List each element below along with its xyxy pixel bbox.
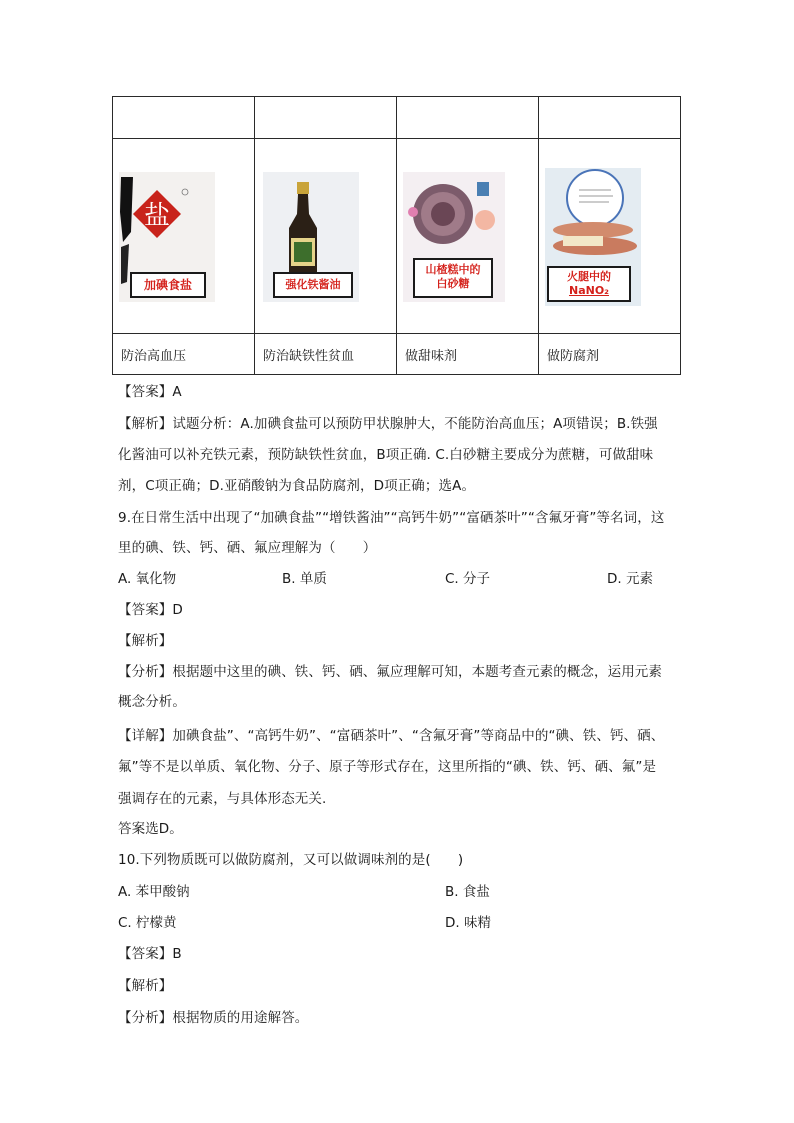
- q9-xiangjie-line1: 【详解】加碘食盐”、“高钙牛奶”、“富硒茶叶”、“含氟牙膏”等商品中的“碘、铁、钙、硒、: [118, 728, 665, 744]
- q9-xiangjie-line2: 氟”等不是以单质、氧化物、分子、原子等形式存在，这里所指的“碘、铁、钙、硒、氟”是: [118, 759, 657, 775]
- q10-fenxi: 【分析】根据物质的用途解答。: [118, 1010, 309, 1026]
- ham-label-line1: 火腿中的: [567, 270, 611, 283]
- table-image-row: [113, 139, 681, 334]
- q8-analysis-line3: 剂，C项正确；D.亚硝酸钠为食品防腐剂，D项正确；选A。: [118, 478, 476, 494]
- q9-fenxi-line1: 【分析】根据题中这里的碘、铁、钙、硒、氟应理解可知，本题考查元素的概念，运用元素: [118, 664, 662, 680]
- q10-analysis-heading: 【解析】: [118, 978, 173, 994]
- q9-xiangjie-line3: 强调存在的元素，与具体形态无关.: [118, 791, 327, 807]
- q10-option-a: A. 苯甲酸钠: [118, 884, 190, 900]
- caption-a: 防治高血压: [113, 334, 255, 375]
- salt-char: 盐: [143, 201, 171, 231]
- hawthorn-cake-label: [413, 258, 493, 298]
- q9-conclusion: 答案选D。: [118, 821, 183, 837]
- q9-option-c: C. 分子: [445, 571, 491, 587]
- q9-option-d: D. 元素: [607, 571, 653, 587]
- q8-analysis-line2: 化酱油可以补充铁元素，预防缺铁性贫血，B项正确. C.白砂糖主要成分为蔗糖，可做甜味: [118, 447, 654, 463]
- q9-stem-line1: 9.在日常生活中出现了“加碘食盐”“增铁酱油”“高钙牛奶”“富硒茶叶”“含氟牙膏”等名词，这: [118, 510, 665, 526]
- table-caption-row: [113, 334, 681, 375]
- food-additive-table: [112, 96, 681, 375]
- table-cell-hawthorn-cake: [397, 139, 539, 334]
- soy-sauce-image: [263, 172, 359, 302]
- caption-c: 做甜味剂: [397, 334, 539, 375]
- q9-analysis-heading: 【解析】: [118, 633, 173, 649]
- q9-answer: 【答案】D: [118, 602, 183, 618]
- caption-b: 防治缺铁性贫血: [255, 334, 397, 375]
- q8-answer: 【答案】A: [118, 384, 182, 400]
- q9-option-a: A. 氧化物: [118, 571, 177, 587]
- q10-option-d: D. 味精: [445, 915, 491, 931]
- q9-fenxi-line2: 概念分析。: [118, 694, 186, 710]
- salt-package-image: [119, 172, 215, 302]
- table-header-row: [113, 97, 681, 139]
- hawthorn-cake-label-line1: 山楂糕中的: [425, 263, 481, 276]
- ham-label-line2: NaNO₂: [568, 284, 609, 297]
- q9-stem-line2: 里的碘、铁、钙、硒、氟应理解为（ ）: [118, 540, 377, 556]
- table-cell-salt: [113, 139, 255, 334]
- soy-sauce-label: 强化铁酱油: [273, 272, 353, 298]
- ham-image: [545, 168, 641, 306]
- table-cell-soy-sauce: [255, 139, 397, 334]
- q10-stem: 10.下列物质既可以做防腐剂，又可以做调味剂的是( ): [118, 852, 464, 868]
- q9-option-b: B. 单质: [282, 571, 327, 587]
- ham-label: [547, 266, 631, 302]
- salt-label: 加碘食盐: [130, 272, 206, 298]
- q8-analysis-line1: 【解析】试题分析：A.加碘食盐可以预防甲状腺肿大，不能防治高血压；A项错误；B.铁强: [118, 416, 658, 432]
- hawthorn-cake-label-line2: 白砂糖: [436, 277, 470, 290]
- caption-d: 做防腐剂: [539, 334, 681, 375]
- q10-answer: 【答案】B: [118, 946, 182, 962]
- q10-option-b: B. 食盐: [445, 884, 490, 900]
- q10-option-c: C. 柠檬黄: [118, 915, 177, 931]
- table-cell-ham: [539, 139, 681, 334]
- hawthorn-cake-image: [403, 172, 505, 302]
